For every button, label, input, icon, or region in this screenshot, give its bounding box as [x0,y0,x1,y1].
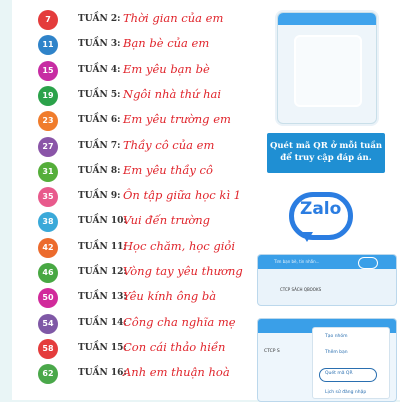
menu-item-login-history: Lịch sử đăng nhập [325,390,367,395]
scanner-top-bar [278,13,376,25]
toc-row [12,137,257,157]
week-label: TUẦN 7: [78,140,121,151]
lesson-title: Em yêu bạn bè [123,61,210,76]
toc-row [12,314,257,334]
page-number-badge: 50 [38,288,58,308]
zalo-contact-short: CTCP S [264,349,280,354]
toc-row [12,288,257,308]
page-number-badge: 54 [38,314,58,334]
toc-row [12,238,257,258]
toc-row [12,111,257,131]
zalo-search-input: Tìm bạn bè, tin nhắn... [274,259,320,264]
lesson-title: Con cái thảo hiền [123,339,226,354]
menu-item-create-group: Tạo nhóm [325,334,348,339]
page-number-badge: 15 [38,61,58,81]
qr-scan-frame [294,35,362,107]
week-label: TUẦN 16: [78,368,127,379]
lesson-title: Ngôi nhà thứ hai [123,86,222,101]
zalo-menu-screenshot [257,318,397,402]
table-of-contents [12,0,257,400]
lesson-title: Học chăm, học giỏi [123,238,236,253]
week-label: TUẦN 14: [78,317,127,328]
week-label: TUẦN 15: [78,342,127,353]
page-number-badge: 23 [38,111,58,131]
toc-row [12,187,257,207]
toc-row [12,263,257,283]
toc-row [12,162,257,182]
lesson-title: Ôn tập giữa học kì 1 [123,188,241,203]
page-number-badge: 42 [38,238,58,258]
zalo-contact-row: CTCP SÁCH QBOOKS [280,287,322,292]
page-number-badge: 7 [38,10,58,30]
lesson-title: Thời gian của em [123,11,224,25]
document-page [12,0,400,400]
toc-row [12,364,257,384]
lesson-title: Vòng tay yêu thương [123,264,243,278]
week-label: TUẦN 9: [78,191,121,202]
lesson-title: Yêu kính ông bà [123,289,217,304]
qr-scanner-screenshot [277,12,377,124]
toc-row [12,212,257,232]
lesson-title: Thầy cô của em [123,137,215,152]
toc-row [12,35,257,55]
week-label: TUẦN 5: [78,89,121,100]
menu-item-add-friend: Thêm bạn [325,350,348,355]
page-number-badge: 46 [38,263,58,283]
week-label: TUẦN 4: [78,64,121,75]
toc-row [12,10,257,30]
week-label: TUẦN 3: [78,39,121,50]
highlight-ring [358,257,378,269]
week-label: TUẦN 10: [78,216,127,227]
page-number-badge: 58 [38,339,58,359]
page-number-badge: 62 [38,364,58,384]
lesson-title: Công cha nghĩa mẹ [123,314,236,329]
page-number-badge: 19 [38,86,58,106]
page-number-badge: 31 [38,162,58,182]
week-label: TUẦN 2: [78,14,121,24]
week-label: TUẦN 12: [78,267,127,277]
week-label: TUẦN 11: [78,241,127,252]
zalo-logo-text: Zalo [300,199,342,219]
lesson-title: Em yêu trường em [123,112,231,127]
zalo-popup-menu [312,327,390,399]
lesson-title: Em yêu thầy cô [123,162,213,177]
zalo-home-screenshot [257,254,397,306]
page-number-badge: 35 [38,187,58,207]
qr-instruction-box [267,133,385,173]
lesson-title: Anh em thuận hoà [123,365,230,380]
week-label: TUẦN 13: [78,292,127,303]
week-label: TUẦN 6: [78,115,121,126]
highlight-ring-qr [319,368,377,382]
toc-row [12,339,257,359]
page-number-badge: 11 [38,35,58,55]
lesson-title: Bạn bè của em [123,36,210,51]
qr-instruction-line-2: để truy cập đáp án. [280,153,372,163]
instructions-panel [257,0,400,400]
menu-item-scan-qr: Quét mã QR [325,371,353,376]
page-number-badge: 38 [38,212,58,232]
toc-row [12,61,257,81]
page-number-badge: 27 [38,137,58,157]
week-label: TUẦN 8: [78,165,121,176]
lesson-title: Vui đến trường [123,213,211,228]
zalo-logo-tail [301,232,313,242]
toc-row [12,86,257,106]
qr-instruction-line-1: Quét mã QR ở mỗi tuần [269,141,383,151]
